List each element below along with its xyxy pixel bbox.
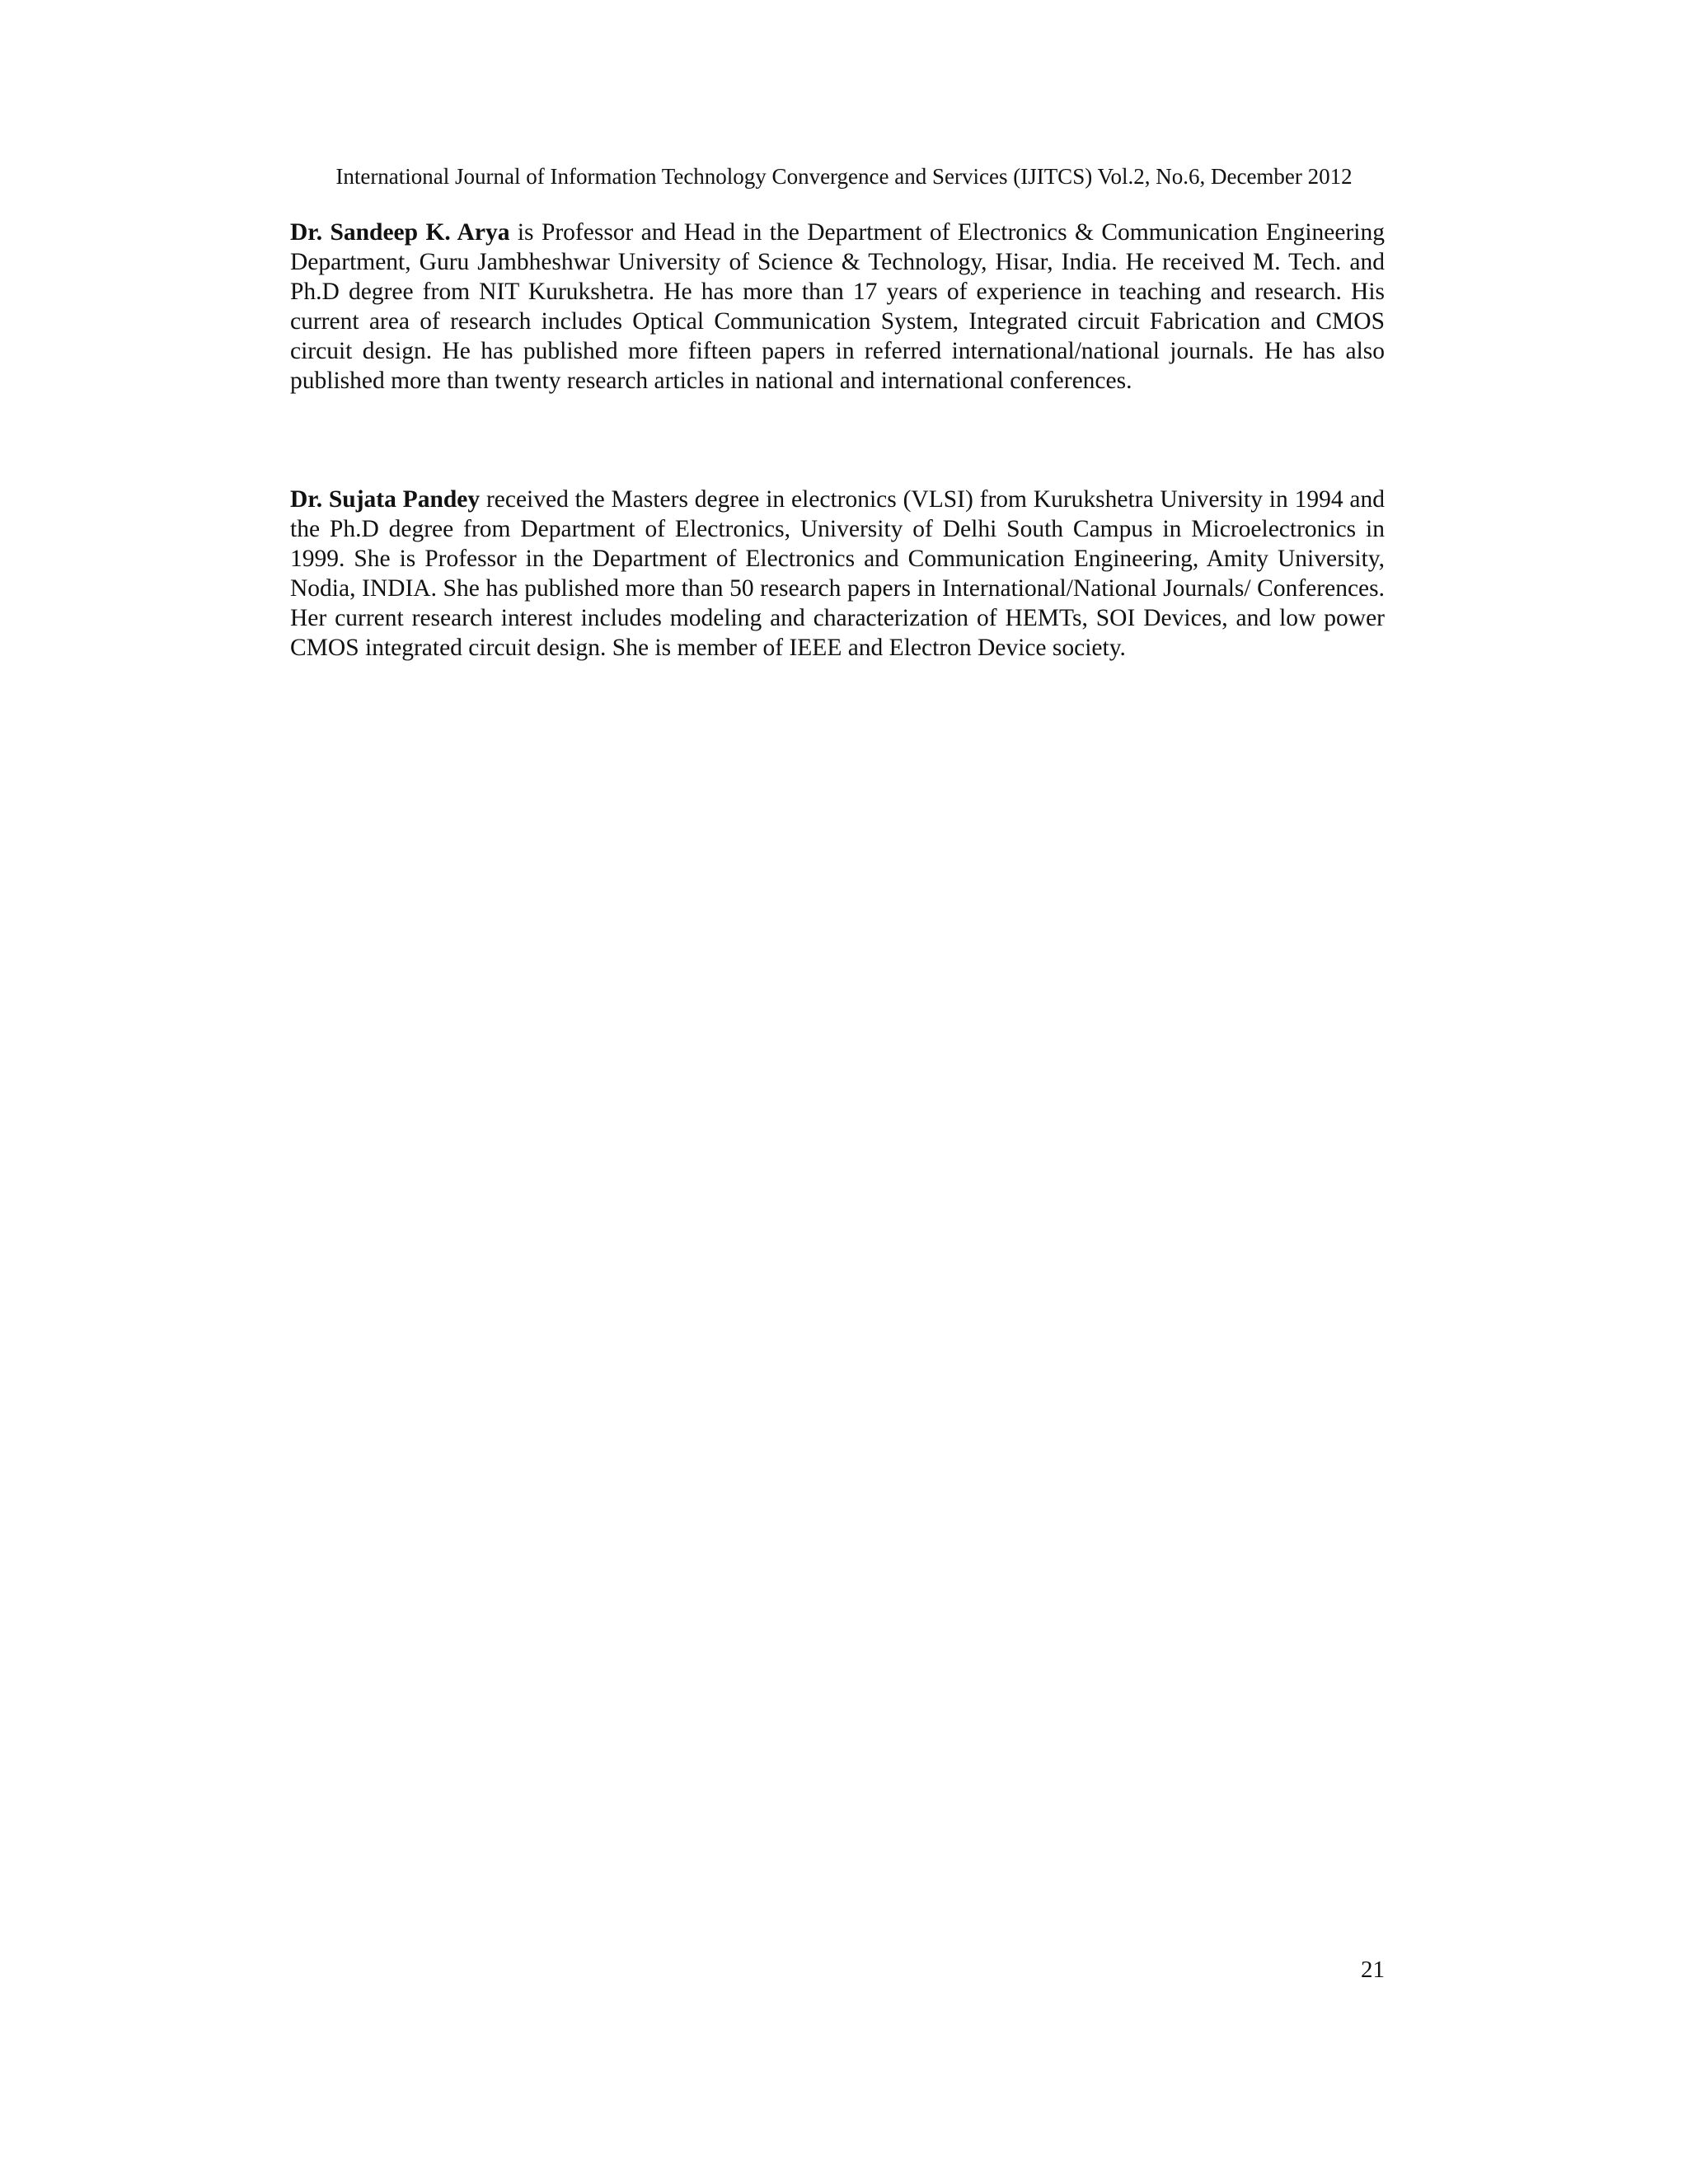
page-number: 21 [1361,1957,1385,1983]
biography-text: received the Masters degree in electronics (VLSI) from Kurukshetra University in 1994 and the Ph.D degree from Department of Electronics, University of Delhi South Campus in Microelectronics in 1999. She is Professor in the Department of Electronics and Communication Engineering, Amity University, Nodia, INDIA. She has published more than 50 research papers in International/National Journals/ Conferences. Her current research interest includes modeling and characterization of HEMTs, SOI Devices, and low power CMOS integrated circuit design. She is member of IEEE and Electron Device society. [290,486,1386,661]
running-header: International Journal of Information Technology Convergence and Services (IJITCS) Vol.2, No.6, December 2012 [335,164,1353,189]
author-biography [290,485,1385,663]
biography-text: is Professor and Head in the Department of Electronics & Communication Engineering Department, Guru Jambheshwar University of Science & Technology, Hisar, India. He received M. Tech. and Ph.D degree from NIT Kurukshetra. He has more than 17 years of experience in teaching and research. His current area of research includes Optical Communication System, Integrated circuit Fabrication and CMOS circuit design. He has published more fifteen papers in referred international/national journals. He has also published more than twenty research articles in national and international conferences. [290,219,1386,394]
author-name: Dr. Sandeep K. Arya [290,219,510,246]
author-name: Dr. Sujata Pandey [290,486,481,513]
author-biography [290,218,1385,396]
